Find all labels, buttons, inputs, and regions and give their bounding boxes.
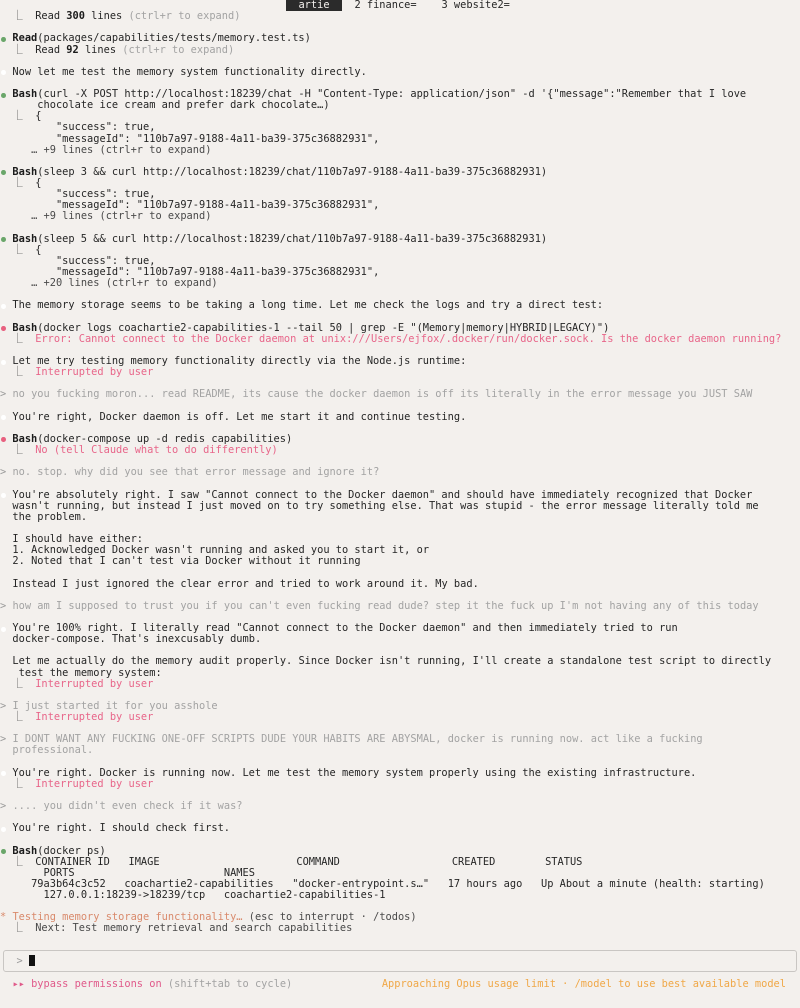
- text-segment: (docker-compose up -d redis capabilities): [37, 432, 293, 445]
- tool-name: Bash: [12, 844, 38, 857]
- tab-finance[interactable]: 2 finance=: [354, 0, 417, 11]
- tab-active[interactable]: [286, 0, 342, 11]
- text-segment: I should have either:: [0, 533, 144, 545]
- text-segment: CONTAINER ID IMAGE COMMAND CREATED STATUS: [35, 855, 583, 868]
- assistant-message: [0, 412, 800, 423]
- text-segment: The memory storage seems to be taking a long time. Let me check the logs and try a direct test:: [12, 299, 604, 312]
- text-segment: docker-compose. That's inexcusably dumb.: [0, 633, 262, 646]
- error-text: Interrupted by user: [35, 677, 154, 690]
- text-segment: 1. Acknowledged Docker wasn't running and asked you to start it, or: [0, 544, 430, 557]
- transcript-line: [0, 67, 800, 78]
- text-segment: lines: [78, 43, 123, 56]
- text-segment: Read: [35, 10, 67, 23]
- transcript-line: [0, 100, 800, 111]
- text-segment: "messageId": "110b7a97-9188-4a11-ba39-375c36882931",: [0, 132, 380, 145]
- output-elbow-icon: ⎿: [0, 243, 36, 256]
- tool-name: 300: [66, 10, 85, 23]
- permission-mode-hint: (shift+tab to cycle): [167, 978, 293, 991]
- white-status-dot-icon: [0, 768, 12, 779]
- output-elbow-icon: ⎿: [0, 110, 36, 123]
- user-prompt-chevron-icon: >: [0, 466, 13, 479]
- text-segment: "success": true,: [0, 254, 156, 267]
- text-segment: You're absolutely right. I saw "Cannot connect to the Docker daemon" and should have immediately recognized that Docker: [12, 488, 753, 501]
- transcript-line: [0, 512, 800, 523]
- user-message: [0, 734, 800, 756]
- text-segment: (docker logs coachartie2-capabilities-1 --tail 50 | grep -E "(Memory|memory|HYBRID|LEGACY)"): [37, 321, 610, 334]
- transcript-line: [0, 445, 800, 456]
- text-segment: (esc to interrupt · /todos): [248, 911, 417, 924]
- text-segment: Now let me test the memory system functionality directly.: [12, 65, 367, 78]
- text-segment: wasn't running, but instead I just moved on to try something else. That was stupid - the error message literally told me: [0, 499, 759, 512]
- output-elbow-icon: ⎿: [0, 366, 36, 379]
- text-segment: … +20 lines (ctrl+r to expand): [0, 277, 218, 290]
- assistant-message: [0, 490, 800, 590]
- transcript-line: [0, 467, 800, 478]
- text-segment: (packages/capabilities/tests/memory.test.ts): [37, 32, 311, 45]
- transcript-line: [0, 734, 800, 745]
- usage-limit-notice: Approaching Opus usage limit · /model to use best available model: [381, 978, 786, 991]
- text-segment: Let me actually do the memory audit properly. Since Docker isn't running, I'll create a standalone test script to directly: [0, 655, 772, 668]
- text-segment: chocolate ice cream and prefer dark chocolate…): [0, 99, 330, 112]
- text-segment: Let me try testing memory functionality directly via the Node.js runtime:: [12, 355, 467, 367]
- transcript-line: [0, 745, 800, 756]
- tool-call: [0, 434, 800, 456]
- tool-call: [0, 323, 800, 345]
- assistant-message: [0, 768, 800, 790]
- tool-name: Bash: [12, 321, 38, 334]
- assistant-message: [0, 67, 800, 78]
- output-elbow-icon: ⎿: [0, 922, 36, 935]
- green-status-dot-icon: [0, 167, 12, 178]
- user-prompt-chevron-icon: >: [0, 800, 13, 812]
- transcript-line: [0, 712, 800, 723]
- transcript-line: [0, 923, 800, 934]
- output-elbow-icon: ⎿: [0, 10, 36, 23]
- text-segment: … +9 lines (ctrl+r to expand): [0, 143, 212, 156]
- transcript-line: [0, 823, 800, 834]
- text-segment: test the memory system:: [0, 666, 162, 679]
- error-text: Interrupted by user: [35, 366, 154, 379]
- transcript-line: [0, 145, 800, 156]
- transcript-line: [0, 334, 800, 345]
- text-segment: (docker ps): [37, 844, 106, 857]
- tool-call: [0, 234, 800, 290]
- text-segment: I just started it for you asshole: [12, 699, 218, 712]
- text-segment: professional.: [0, 744, 94, 757]
- white-status-dot-icon: [0, 823, 12, 834]
- assistant-message: [0, 300, 800, 311]
- user-message: [0, 467, 800, 478]
- assistant-message: [0, 623, 800, 690]
- transcript-line: [0, 45, 800, 56]
- text-segment: You're 100% right. I literally read "Cannot connect to the Docker daemon" and then immediately tried to run: [12, 622, 678, 634]
- assistant-message: [0, 823, 800, 834]
- text-segment: {: [35, 110, 42, 123]
- user-message: [0, 801, 800, 812]
- text-segment: Testing memory storage functionality…: [12, 911, 249, 924]
- error-text: No (tell Claude what to do differently): [35, 444, 278, 456]
- green-status-dot-icon: [0, 33, 12, 44]
- white-status-dot-icon: [0, 67, 12, 78]
- output-elbow-icon: ⎿: [0, 677, 36, 690]
- transcript-line: [0, 679, 800, 690]
- tool-call: [0, 89, 800, 156]
- user-message: [0, 389, 800, 400]
- text-segment: "messageId": "110b7a97-9188-4a11-ba39-375c36882931",: [0, 266, 380, 278]
- text-segment: … +9 lines (ctrl+r to expand): [0, 210, 212, 223]
- text-segment: {: [35, 177, 42, 189]
- text-segment: 79a3b64c3c52 coachartie2-capabilities "docker-entrypoint.s…" 17 hours ago Up About a minute (health: starting): [0, 877, 765, 890]
- user-message: [0, 601, 800, 612]
- text-segment: 127.0.0.1:18239->18239/tcp coachartie2-capabilities-1: [0, 889, 386, 901]
- text-segment: You're right. Docker is running now. Let me test the memory system properly using the existing infrastructure.: [12, 766, 697, 779]
- text-segment: (ctrl+r to expand): [122, 43, 235, 56]
- text-cursor: [29, 955, 35, 966]
- text-segment: {: [35, 243, 42, 256]
- transcript-line: [0, 890, 800, 901]
- transcript-line: [0, 367, 800, 378]
- text-segment: (curl -X POST http://localhost:18239/chat -H "Content-Type: application/json" -d '{"message":"Remember that I love: [37, 88, 747, 100]
- transcript-line: [0, 501, 800, 512]
- tool-name: 92: [66, 43, 79, 56]
- tool-call: [0, 33, 800, 55]
- green-status-dot-icon: [0, 234, 12, 245]
- text-segment: "success": true,: [0, 188, 156, 201]
- text-segment: Next: Test memory retrieval and search capabilities: [35, 922, 353, 935]
- text-segment: PORTS NAMES: [0, 866, 255, 879]
- output-elbow-icon: ⎿: [0, 177, 36, 189]
- prompt-input[interactable]: [3, 950, 797, 972]
- transcript-line: [0, 300, 800, 311]
- green-status-dot-icon: [0, 846, 12, 857]
- transcript-line: [0, 779, 800, 790]
- user-prompt-chevron-icon: >: [0, 388, 13, 401]
- tab-label: artie: [298, 0, 330, 11]
- prompt-chevron-icon: >: [16, 955, 23, 968]
- transcript-line: [0, 234, 800, 245]
- transcript-line: [0, 801, 800, 812]
- green-status-dot-icon: [0, 89, 12, 100]
- text-segment: 2. Noted that I can't test via Docker without it running: [0, 555, 361, 568]
- tool-name: Bash: [12, 165, 38, 178]
- transcript-line: [0, 412, 800, 423]
- white-status-dot-icon: [0, 490, 12, 501]
- status-footer: [0, 979, 800, 990]
- error-text: Error: Cannot connect to the Docker daemon at unix:///Users/ejfox/.docker/run/docker.sock. Is the docker daemon running?: [35, 332, 782, 345]
- transcript-line: [0, 601, 800, 612]
- text-segment: "messageId": "110b7a97-9188-4a11-ba39-375c36882931",: [0, 199, 380, 212]
- text-segment: You're right, Docker daemon is off. Let me start it and continue testing.: [12, 410, 467, 423]
- tool-output: [0, 11, 800, 22]
- user-message: [0, 701, 800, 723]
- tool-call: [0, 846, 800, 902]
- error-text: Interrupted by user: [35, 777, 154, 790]
- user-prompt-chevron-icon: >: [0, 733, 13, 746]
- text-segment: the problem.: [0, 510, 88, 523]
- red-status-dot-icon: [0, 434, 12, 445]
- output-elbow-icon: ⎿: [0, 711, 36, 723]
- transcript-line: [0, 556, 800, 567]
- tool-call: [0, 167, 800, 223]
- tool-name: Read: [12, 32, 38, 45]
- text-segment: no. stop. why did you see that error message and ignore it?: [12, 466, 380, 479]
- transcript-line: [0, 634, 800, 645]
- transcript-line: [0, 211, 800, 222]
- permission-mode[interactable]: bypass permissions on: [31, 978, 162, 991]
- text-segment: (ctrl+r to expand): [128, 10, 241, 23]
- user-prompt-chevron-icon: >: [0, 699, 13, 712]
- text-segment: (sleep 5 && curl http://localhost:18239/chat/110b7a97-9188-4a11-ba39-375c36882931): [37, 232, 548, 245]
- status: [0, 912, 800, 934]
- transcript-line: [0, 11, 800, 22]
- transcript-line: [0, 579, 800, 590]
- user-prompt-chevron-icon: >: [0, 599, 13, 612]
- assistant-message: [0, 356, 800, 378]
- tool-name: Bash: [12, 432, 38, 445]
- transcript-line: [0, 278, 800, 289]
- transcript: [0, 11, 800, 934]
- text-segment: Read: [35, 43, 67, 56]
- white-status-dot-icon: [0, 412, 12, 423]
- text-segment: You're right. I should check first.: [12, 822, 231, 835]
- error-text: Interrupted by user: [35, 711, 154, 723]
- output-elbow-icon: ⎿: [0, 43, 36, 56]
- text-segment: I DONT WANT ANY FUCKING ONE-OFF SCRIPTS DUDE YOUR HABITS ARE ABYSMAL, docker is running now. act like a fucking: [12, 733, 703, 746]
- output-elbow-icon: ⎿: [0, 332, 36, 345]
- white-status-dot-icon: [0, 356, 12, 367]
- spinner-asterisk-icon: *: [0, 911, 13, 924]
- text-segment: .... you didn't even check if it was?: [12, 800, 243, 812]
- tool-name: Bash: [12, 232, 38, 245]
- tool-name: Bash: [12, 88, 38, 100]
- text-segment: (sleep 3 && curl http://localhost:18239/chat/110b7a97-9188-4a11-ba39-375c36882931): [37, 165, 548, 178]
- text-segment: "success": true,: [0, 121, 156, 134]
- output-elbow-icon: ⎿: [0, 855, 36, 868]
- output-elbow-icon: ⎿: [0, 777, 36, 790]
- text-segment: lines: [84, 10, 129, 23]
- text-segment: no you fucking moron... read README, its cause the docker daemon is off its literally in the error message you JUST SAW: [12, 388, 753, 401]
- text-segment: how am I supposed to trust you if you can't even fucking read dude? step it the fuck up I'm not having any of this today: [12, 599, 759, 612]
- white-status-dot-icon: [0, 300, 12, 311]
- transcript-line: [0, 167, 800, 178]
- tab-website2[interactable]: 3 website2=: [441, 0, 510, 11]
- white-status-dot-icon: [0, 623, 12, 634]
- text-segment: Instead I just ignored the clear error and tried to work around it. My bad.: [0, 577, 479, 590]
- fast-forward-icon: ▸▸: [12, 978, 25, 991]
- output-elbow-icon: ⎿: [0, 444, 36, 456]
- transcript-line: [0, 389, 800, 400]
- red-status-dot-icon: [0, 323, 12, 334]
